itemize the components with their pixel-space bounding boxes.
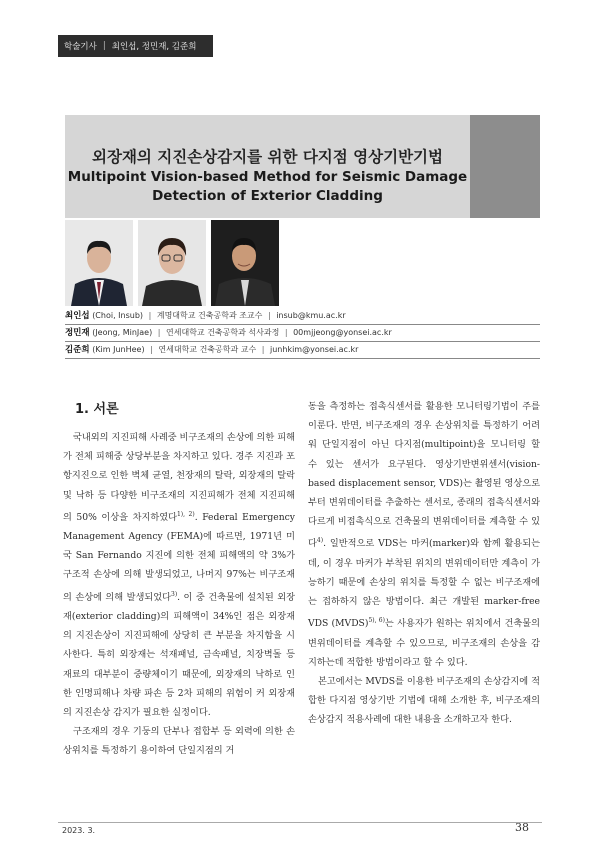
author-photo-1 bbox=[65, 220, 133, 306]
author-name: 최인섭 bbox=[65, 311, 90, 321]
text-run: 는 사용자가 원하는 위치에서 건축물의 변위데이터를 계측할 수 있으므로, 비구조재의 손상을 감지하는데 적합한 방법이라고 할 수 있다. bbox=[308, 618, 540, 668]
author-roman: (Jeong, MinJae) bbox=[92, 328, 153, 337]
text-run: 동을 측정하는 접촉식센서를 활용한 모니터링기법이 주를 이룬다. 반면, 비구조재의 경우 손상위치를 특정하기 어려워 단일지점이 아닌 다지점(multipoint)을 모니터링 할 수 있는 센서가 요구된다. 영상기반변위센서(vision-based displacement sensor, VDS)는 촬영된 영상으로부터 변위데이터를 추출하는 센서로, 종래의 접촉식센서와 다르게 비접촉식으로 건축물의 변위데이터를 계측할 수 있다 bbox=[308, 401, 540, 550]
footer-rule bbox=[58, 822, 542, 823]
pipe: | bbox=[157, 328, 161, 337]
right-paragraph-1 bbox=[308, 397, 540, 672]
author-email[interactable]: 00mjjeong@yonsei.ac.kr bbox=[293, 328, 392, 337]
author-affiliation: 연세대학교 건축공학과 교수 bbox=[158, 345, 257, 354]
header-separator: | bbox=[102, 41, 106, 51]
text-run: 국내외의 지진피해 사례중 비구조재의 손상에 의한 피해가 전체 피해중 상당부분을 차지하고 있다. 경주 지진과 포항지진으로 인한 벽체 균열, 천장재의 탈락, 외장재의 탈락 및 낙하 등 다양한 비구조재의 지진피해가 전체 지진피해의 50% 이상을 차지하였다 bbox=[63, 432, 295, 523]
author-email[interactable]: insub@kmu.ac.kr bbox=[276, 311, 346, 320]
left-column bbox=[63, 428, 295, 761]
title-korean: 외장재의 지진손상감지를 위한 다지점 영상기반기법 bbox=[92, 148, 443, 166]
left-paragraph-2: 구조재의 경우 기둥의 단부나 접합부 등 외력에 의한 손상위치를 특정하기 용이하여 단일지점의 거 bbox=[63, 726, 295, 757]
author-line-2 bbox=[65, 325, 540, 342]
author-roman: (Kim JunHee) bbox=[92, 345, 145, 354]
header-category: 학술기사 bbox=[64, 42, 97, 52]
author-roman: (Choi, Insub) bbox=[92, 311, 144, 320]
author-line-1 bbox=[65, 308, 540, 325]
citation: 4) bbox=[316, 537, 324, 545]
header-authors: 최인섭, 정민재, 김준희 bbox=[111, 42, 197, 52]
right-paragraph-2: 본고에서는 MVDS를 이용한 비구조재의 손상감지에 적합한 다지점 영상기반 기법에 대해 소개한 후, 비구조재의 손상감지 적용사례에 대한 내용을 소개하고자 한다. bbox=[308, 675, 540, 726]
pipe: | bbox=[267, 311, 271, 320]
title-english bbox=[65, 168, 470, 206]
citation: 1), 2) bbox=[176, 510, 195, 518]
author-name: 김준희 bbox=[65, 345, 90, 355]
text-run: . Federal Emergency Management Agency (FEMA)에 따르면, 1971년 미국 San Fernando 지진에 의한 전체 피해액의 약 3%가 구조적 손상에 의해 발생되었고, 나머지 97%는 비구조재의 손상에 의해 발생되었다 bbox=[63, 511, 295, 603]
title-english-line2: Detection of Exterior Cladding bbox=[152, 188, 383, 204]
text-run: . 이 중 건축물에 설치된 외장재(exterior cladding)의 피해액이 34%인 점은 외장재의 지진손상이 지진피해에 상당히 큰 부분을 차지함을 시사한다. 특히 외장재는 석재패널, 금속패널, 치장벽돌 등 재료의 대부분이 중량체이기 때문에, 외장재의 낙하로 인한 인명피해나 차량 파손 등 2차 피해의 위험이 커 외장재의 지진손상 감지가 필요한 실정이다. bbox=[63, 591, 295, 718]
footer-date: 2023. 3. bbox=[62, 826, 96, 835]
right-column bbox=[308, 397, 540, 730]
author-affiliation: 계명대학교 건축공학과 조교수 bbox=[156, 311, 263, 320]
pipe: | bbox=[150, 345, 153, 354]
page-number: 38 bbox=[515, 821, 529, 834]
text-run: . 일반적으로 VDS는 마커(marker)와 함께 활용되는데, 이 경우 마커가 부착된 위치의 변위데이터만 계측이 가능하기 때문에 손상의 위치를 특정할 수 없는 비구조재에는 접하하지 않은 방법이다. 최근 개발된 marker-free VDS (MVDS) bbox=[308, 538, 540, 630]
citation: 3) bbox=[171, 590, 178, 598]
pipe: | bbox=[261, 345, 265, 354]
author-affiliation: 연세대학교 건축공학과 석사과정 bbox=[166, 328, 280, 337]
title-english-line1: Multipoint Vision-based Method for Seismic Damage bbox=[67, 169, 468, 185]
running-header bbox=[58, 35, 213, 57]
left-paragraph-1 bbox=[63, 428, 295, 722]
author-list bbox=[65, 308, 540, 359]
author-name: 정민재 bbox=[65, 328, 90, 338]
title-accent-block bbox=[470, 115, 540, 218]
author-photo-3 bbox=[211, 220, 279, 306]
citation: 5), 6) bbox=[368, 617, 385, 625]
author-photo-2 bbox=[138, 220, 206, 306]
author-line-3 bbox=[65, 342, 540, 359]
author-email[interactable]: junhkim@yonsei.ac.kr bbox=[270, 345, 359, 354]
section-title: 1. 서론 bbox=[75, 402, 119, 417]
pipe: | bbox=[148, 311, 152, 320]
pipe: | bbox=[284, 328, 288, 337]
